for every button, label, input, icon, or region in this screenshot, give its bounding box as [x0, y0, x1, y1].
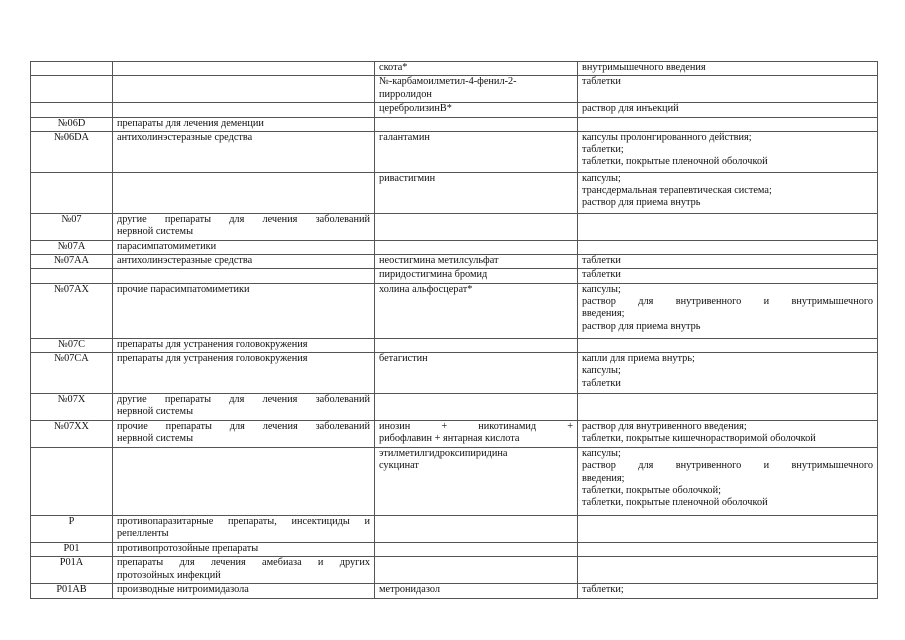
cell-text-line: протозойных инфекций	[117, 569, 221, 581]
cell-text-line: №07AX	[54, 283, 89, 295]
cell-text-line: таблетки;	[582, 584, 624, 596]
cell-text-line: введения;	[582, 308, 625, 320]
cell-text-line: таблетки;	[582, 144, 624, 156]
code-cell	[31, 421, 113, 448]
substance-cell	[375, 353, 578, 394]
code-cell	[31, 516, 113, 543]
code-cell	[31, 338, 113, 352]
group-name-cell	[113, 543, 375, 557]
table-row	[31, 117, 878, 131]
group-name-cell	[113, 394, 375, 421]
cell-text-line: антихолинэстеразные средства	[117, 255, 253, 267]
group-name-cell	[113, 557, 375, 584]
table-row	[31, 448, 878, 516]
cell-text-line: пиридостигмина бромид	[379, 269, 488, 281]
table-row	[31, 543, 878, 557]
cell-text-line: раствор для приема внутрь	[582, 320, 701, 332]
group-name-cell	[113, 283, 375, 338]
code-cell	[31, 240, 113, 254]
cell-text-line: №07C	[58, 338, 85, 350]
substance-cell	[375, 213, 578, 240]
cell-text-line: №07A	[57, 240, 86, 252]
dosage-form-cell	[578, 76, 878, 103]
cell-text-line: антихолинэстеразные средства	[117, 131, 253, 143]
dosage-form-cell	[578, 117, 878, 131]
code-cell	[31, 255, 113, 269]
table-row	[31, 283, 878, 338]
cell-text-line: препараты для устранения головокружения	[117, 338, 308, 350]
table-row	[31, 394, 878, 421]
code-cell	[31, 283, 113, 338]
cell-text-line: таблетки	[582, 255, 621, 267]
code-cell	[31, 394, 113, 421]
group-name-cell	[113, 269, 375, 283]
cell-text-line: другие препараты для лечения заболеваний	[117, 394, 370, 406]
dosage-form-cell	[578, 353, 878, 394]
cell-text-line: холина альфосцерат*	[379, 283, 473, 295]
group-name-cell	[113, 213, 375, 240]
substance-cell	[375, 240, 578, 254]
code-cell	[31, 76, 113, 103]
cell-text-line: этилметилгидроксипиридина	[379, 448, 508, 460]
cell-text-line: нервной системы	[117, 433, 193, 445]
cell-text-line: введения;	[582, 472, 625, 484]
cell-text-line: противопаразитарные препараты, инсектициды и	[117, 516, 370, 528]
code-cell	[31, 448, 113, 516]
cell-text-line: раствор для внутривенного и внутримышечного	[582, 296, 873, 308]
cell-text-line: репелленты	[117, 528, 169, 540]
cell-text-line: P01	[63, 543, 80, 555]
code-cell	[31, 103, 113, 117]
group-name-cell	[113, 240, 375, 254]
cell-text-line: капсулы;	[582, 283, 621, 295]
cell-text-line: раствор для инъекций	[582, 103, 679, 115]
group-name-cell	[113, 421, 375, 448]
cell-text-line: галантамин	[379, 131, 430, 143]
code-cell	[31, 269, 113, 283]
cell-text-line: прочие препараты для лечения заболеваний	[117, 421, 370, 433]
cell-text-line: P	[68, 516, 75, 528]
cell-text-line: внутримышечного введения	[582, 62, 706, 73]
cell-text-line: метронидазол	[379, 584, 440, 596]
substance-cell	[375, 131, 578, 172]
group-name-cell	[113, 76, 375, 103]
substance-cell	[375, 103, 578, 117]
cell-text-line: инозин + никотинамид +	[379, 421, 573, 433]
cell-text-line: №07XX	[54, 421, 89, 433]
cell-text-line: неостигмина метилсульфат	[379, 255, 499, 267]
code-cell	[31, 131, 113, 172]
dosage-form-cell	[578, 213, 878, 240]
dosage-form-cell	[578, 557, 878, 584]
group-name-cell	[113, 131, 375, 172]
code-cell	[31, 117, 113, 131]
cell-text-line: препараты для лечения амебиаза и других	[117, 557, 370, 569]
cell-text-line: №07AA	[54, 255, 89, 267]
group-name-cell	[113, 516, 375, 543]
dosage-form-cell	[578, 103, 878, 117]
cell-text-line: парасимпатомиметики	[117, 240, 217, 252]
group-name-cell	[113, 117, 375, 131]
cell-text-line: таблетки	[582, 76, 621, 88]
code-cell	[31, 172, 113, 213]
table-row	[31, 62, 878, 76]
cell-text-line: другие препараты для лечения заболеваний	[117, 213, 370, 225]
cell-text-line: раствор для внутривенного введения;	[582, 421, 747, 433]
dosage-form-cell	[578, 338, 878, 352]
group-name-cell	[113, 584, 375, 598]
cell-text-line: ривастигмин	[379, 172, 436, 184]
cell-text-line: трансдермальная терапевтическая система;	[582, 185, 772, 197]
cell-text-line: капсулы пролонгированного действия;	[582, 131, 752, 143]
cell-text-line: P01AB	[56, 584, 87, 596]
table-row	[31, 103, 878, 117]
table-row	[31, 584, 878, 598]
cell-text-line: P01A	[59, 557, 84, 569]
group-name-cell	[113, 103, 375, 117]
dosage-form-cell	[578, 255, 878, 269]
cell-text-line: противопротозойные препараты	[117, 543, 259, 555]
substance-cell	[375, 421, 578, 448]
code-cell	[31, 557, 113, 584]
substance-cell	[375, 448, 578, 516]
cell-text-line: №07X	[57, 394, 86, 406]
substance-cell	[375, 76, 578, 103]
cell-text-line: пирролидон	[379, 88, 432, 100]
dosage-form-cell	[578, 62, 878, 76]
group-name-cell	[113, 62, 375, 76]
cell-text-line: нервной системы	[117, 406, 193, 418]
dosage-form-cell	[578, 269, 878, 283]
table-row	[31, 240, 878, 254]
cell-text-line: капли для приема внутрь;	[582, 353, 695, 365]
dosage-form-cell	[578, 543, 878, 557]
code-cell	[31, 543, 113, 557]
cell-text-line: производные нитроимидазола	[117, 584, 249, 596]
substance-cell	[375, 338, 578, 352]
group-name-cell	[113, 172, 375, 213]
dosage-form-cell	[578, 448, 878, 516]
cell-text-line: №06DA	[54, 131, 89, 143]
dosage-form-cell	[578, 283, 878, 338]
table-row	[31, 172, 878, 213]
cell-text-line: №06D	[57, 117, 86, 129]
dosage-form-cell	[578, 131, 878, 172]
substance-cell	[375, 584, 578, 598]
cell-text-line: рибофлавин + янтарная кислота	[379, 433, 520, 445]
substance-cell	[375, 283, 578, 338]
cell-text-line: таблетки, покрытые кишечнорастворимой оболочкой	[582, 433, 816, 445]
dosage-form-cell	[578, 240, 878, 254]
dosage-form-cell	[578, 172, 878, 213]
group-name-cell	[113, 448, 375, 516]
substance-cell	[375, 557, 578, 584]
code-cell	[31, 62, 113, 76]
table-row	[31, 516, 878, 543]
cell-text-line: №-карбамоилметил-4-фенил-2-	[379, 76, 517, 88]
substance-cell	[375, 394, 578, 421]
table-row	[31, 131, 878, 172]
table-row	[31, 76, 878, 103]
dosage-form-cell	[578, 421, 878, 448]
cell-text-line: бетагистин	[379, 353, 428, 365]
dosage-form-cell	[578, 394, 878, 421]
table-row	[31, 353, 878, 394]
table-row	[31, 421, 878, 448]
cell-text-line: капсулы;	[582, 172, 621, 184]
dosage-form-cell	[578, 516, 878, 543]
cell-text-line: капсулы;	[582, 365, 621, 377]
group-name-cell	[113, 353, 375, 394]
group-name-cell	[113, 255, 375, 269]
cell-text-line: скота*	[379, 62, 408, 73]
cell-text-line: №07	[61, 213, 82, 225]
code-cell	[31, 584, 113, 598]
table-row	[31, 338, 878, 352]
table-row	[31, 269, 878, 283]
cell-text-line: таблетки, покрытые пленочной оболочкой	[582, 497, 768, 509]
group-name-cell	[113, 338, 375, 352]
table-row	[31, 213, 878, 240]
substance-cell	[375, 117, 578, 131]
cell-text-line: нервной системы	[117, 226, 193, 238]
substance-cell	[375, 172, 578, 213]
table-body	[31, 62, 878, 599]
cell-text-line: препараты для лечения деменции	[117, 117, 264, 129]
code-cell	[31, 213, 113, 240]
substance-cell	[375, 269, 578, 283]
cell-text-line: раствор для приема внутрь	[582, 197, 701, 209]
cell-text-line: прочие парасимпатомиметики	[117, 283, 250, 295]
table-row	[31, 255, 878, 269]
code-cell	[31, 353, 113, 394]
substance-cell	[375, 516, 578, 543]
cell-text-line: таблетки	[582, 269, 621, 281]
table-row	[31, 557, 878, 584]
cell-text-line: таблетки, покрытые оболочкой;	[582, 484, 721, 496]
cell-text-line: капсулы;	[582, 448, 621, 460]
cell-text-line: №07CA	[54, 353, 89, 365]
drug-list-table	[30, 61, 878, 599]
cell-text-line: таблетки	[582, 377, 621, 389]
dosage-form-cell	[578, 584, 878, 598]
substance-cell	[375, 62, 578, 76]
cell-text-line: церебролизинВ*	[379, 103, 452, 115]
cell-text-line: таблетки, покрытые пленочной оболочкой	[582, 156, 768, 168]
substance-cell	[375, 543, 578, 557]
cell-text-line: раствор для внутривенного и внутримышечного	[582, 460, 873, 472]
cell-text-line: сукцинат	[379, 460, 419, 472]
cell-text-line: препараты для устранения головокружения	[117, 353, 308, 365]
substance-cell	[375, 255, 578, 269]
